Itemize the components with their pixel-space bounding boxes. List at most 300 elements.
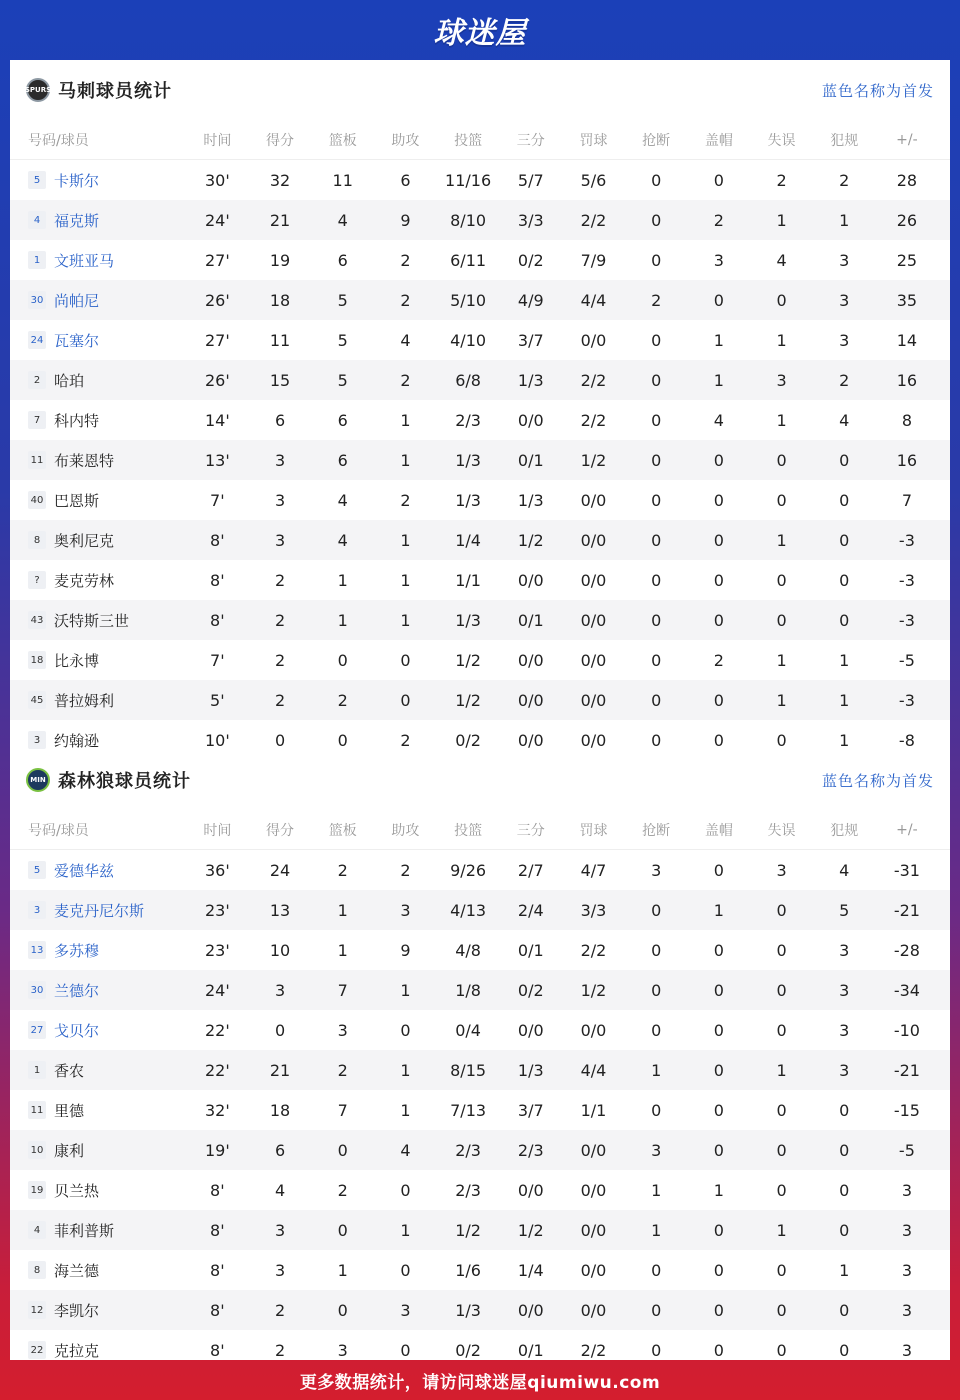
stat-cell: 0/0 xyxy=(580,490,607,510)
stat-cell: 2 xyxy=(839,370,850,390)
stat-cell: 0/0 xyxy=(580,610,607,630)
stat-cell: 1/3 xyxy=(455,1300,481,1320)
stats-panel xyxy=(10,60,950,1360)
stat-cell: 0 xyxy=(713,1260,724,1280)
stat-cell: 4 xyxy=(713,410,724,430)
stat-cell: 23' xyxy=(204,940,230,960)
stat-cell: 0 xyxy=(651,1020,662,1040)
player-cell xyxy=(10,940,186,961)
stat-cell: 3 xyxy=(901,1300,912,1320)
stat-cell: 2 xyxy=(400,490,411,510)
stat-cell: 16 xyxy=(896,370,918,390)
stat-cell: 14' xyxy=(204,410,230,430)
stat-cell: 0/4 xyxy=(455,1020,481,1040)
stat-cell: 2/3 xyxy=(517,1140,544,1160)
column-header: +/- xyxy=(896,821,918,838)
stat-cell: 4 xyxy=(400,1140,411,1160)
stat-cell: 0 xyxy=(651,940,662,960)
team-header xyxy=(10,60,950,120)
stat-cell: 0/0 xyxy=(517,410,544,430)
spurs-logo-icon: SPURS xyxy=(26,78,50,102)
player-row[interactable] xyxy=(10,400,950,440)
player-name[interactable]: 尚帕尼 xyxy=(54,291,100,310)
stat-cell: 7' xyxy=(210,650,225,670)
stat-cell: 2 xyxy=(713,650,724,670)
player-row[interactable] xyxy=(10,970,950,1010)
stat-cell: 0 xyxy=(776,570,787,590)
column-header: 得分 xyxy=(266,132,295,149)
stat-cell: 0 xyxy=(337,1300,348,1320)
stat-cell: 1 xyxy=(839,1260,850,1280)
footer-text: 更多数据统计，请访问球迷屋qiumiwu.com xyxy=(299,1372,661,1393)
stat-cell: 0 xyxy=(713,530,724,550)
stat-cell: 0/0 xyxy=(580,1020,607,1040)
stat-cell: 1 xyxy=(776,690,787,710)
stat-cell: 0 xyxy=(776,1180,787,1200)
stat-cell: 3 xyxy=(651,1140,662,1160)
stat-cell: 0/2 xyxy=(517,980,544,1000)
stat-cell: 0 xyxy=(651,250,662,270)
stat-cell: 4 xyxy=(839,860,850,880)
player-row[interactable] xyxy=(10,440,950,480)
stat-cell: 2 xyxy=(274,650,286,670)
stat-cell: 19' xyxy=(204,1140,230,1160)
stat-cell: 0/0 xyxy=(517,650,544,670)
stat-cell: 18 xyxy=(269,1100,291,1120)
stat-cell: 0 xyxy=(651,530,662,550)
site-logo: 球迷屋 xyxy=(433,16,527,51)
stat-cell: 1 xyxy=(400,530,411,550)
stat-cell: 2/2 xyxy=(580,1340,607,1360)
stat-cell: 0 xyxy=(839,1140,850,1160)
player-row[interactable] xyxy=(10,240,950,280)
jersey-number: 5 xyxy=(28,861,46,879)
stat-cell: 11 xyxy=(332,170,353,190)
stat-cell: 7 xyxy=(337,980,348,1000)
column-header: 三分 xyxy=(516,132,545,149)
jersey-number: 11 xyxy=(28,1101,46,1119)
stat-cell: 1 xyxy=(337,940,348,960)
stat-cell: 0 xyxy=(776,730,787,750)
jersey-number: 18 xyxy=(28,651,46,669)
stat-cell: 6 xyxy=(274,1140,286,1160)
stat-cell: 16 xyxy=(896,450,918,470)
stat-cell: 11/16 xyxy=(445,170,492,190)
column-header-player: 号码/球员 xyxy=(28,822,89,839)
stat-cell: 1/2 xyxy=(580,450,607,470)
stat-cell: 0 xyxy=(776,980,787,1000)
player-row[interactable] xyxy=(10,160,950,200)
column-header: 罚球 xyxy=(579,132,608,149)
stat-cell: 2/7 xyxy=(517,860,544,880)
jersey-number: 8 xyxy=(28,1261,46,1279)
player-row[interactable] xyxy=(10,280,950,320)
player-cell xyxy=(10,410,186,431)
stat-cell: 0 xyxy=(776,900,787,920)
column-header: 抢断 xyxy=(642,822,671,839)
stat-cell: 8/10 xyxy=(450,210,487,230)
player-name[interactable]: 科内特 xyxy=(54,411,100,430)
stat-cell: 4 xyxy=(337,530,348,550)
stat-cell: 0 xyxy=(651,370,662,390)
jersey-number: 3 xyxy=(28,901,46,919)
player-cell xyxy=(10,450,186,471)
player-name[interactable]: 海兰德 xyxy=(54,1261,100,1280)
stat-cell: 10' xyxy=(204,730,230,750)
stat-cell: 0 xyxy=(713,1100,724,1120)
player-row[interactable] xyxy=(10,200,950,240)
player-cell xyxy=(10,1180,186,1201)
stat-cell: 1 xyxy=(400,980,411,1000)
stat-cell: 14 xyxy=(896,330,918,350)
stat-cell: 3/3 xyxy=(517,210,544,230)
stat-cell: 0 xyxy=(776,1300,787,1320)
stat-cell: 1/1 xyxy=(580,1100,607,1120)
stat-cell: 0 xyxy=(651,410,662,430)
player-row[interactable] xyxy=(10,1210,950,1250)
player-name[interactable]: 卡斯尔 xyxy=(54,171,100,190)
stat-cell: 2 xyxy=(274,570,286,590)
stat-cell: 8 xyxy=(901,410,912,430)
stat-cell: 2 xyxy=(713,210,724,230)
stat-cell: 2 xyxy=(400,860,411,880)
jersey-number: 13 xyxy=(28,941,46,959)
stat-cell: 24 xyxy=(269,860,291,880)
stat-cell: 0/0 xyxy=(580,690,607,710)
stat-cell: 0 xyxy=(651,570,662,590)
player-cell xyxy=(10,530,186,551)
stat-cell: 1 xyxy=(713,1180,724,1200)
stat-cell: 32 xyxy=(269,170,291,190)
stat-cell: 0/0 xyxy=(517,690,544,710)
stat-cell: 1 xyxy=(400,570,411,590)
stat-cell: 1 xyxy=(776,650,787,670)
stat-cell: 23' xyxy=(204,900,230,920)
stat-cell: 0 xyxy=(713,940,724,960)
stat-cell: 10 xyxy=(269,940,291,960)
stat-cell: 1 xyxy=(776,410,787,430)
stat-cell: 1/2 xyxy=(517,530,544,550)
stat-cell: 7 xyxy=(337,1100,348,1120)
player-row[interactable] xyxy=(10,600,950,640)
stat-cell: 1 xyxy=(400,1100,411,1120)
stat-cell: 35 xyxy=(896,290,918,310)
stat-cell: 1 xyxy=(651,1220,662,1240)
stat-cell: 3 xyxy=(274,530,286,550)
stat-cell: 1 xyxy=(337,610,348,630)
player-cell xyxy=(10,980,186,1001)
stat-cell: 0/1 xyxy=(517,1340,544,1360)
stat-cell: 18 xyxy=(269,290,291,310)
stat-cell: 0 xyxy=(651,690,662,710)
team-title: 森林狼球员统计 xyxy=(58,771,191,792)
column-header: 失误 xyxy=(767,822,796,839)
player-name[interactable]: 巴恩斯 xyxy=(54,491,100,510)
stat-cell: 0 xyxy=(713,450,724,470)
player-name[interactable]: 布莱恩特 xyxy=(54,451,115,470)
player-row[interactable] xyxy=(10,1170,950,1210)
stat-cell: 1 xyxy=(776,330,787,350)
player-name[interactable]: 香农 xyxy=(54,1061,85,1080)
player-name[interactable]: 哈珀 xyxy=(54,371,85,390)
player-cell xyxy=(10,860,186,881)
stat-cell: 30' xyxy=(204,170,230,190)
stat-cell: 1/3 xyxy=(455,450,481,470)
team-title: 马刺球员统计 xyxy=(58,81,172,102)
stat-cell: 3 xyxy=(901,1340,912,1360)
stat-cell: 0/2 xyxy=(517,250,544,270)
jersey-number: ? xyxy=(28,571,46,589)
stat-cell: 1/6 xyxy=(455,1260,481,1280)
stat-cell: 0 xyxy=(776,290,787,310)
stat-cell: 32' xyxy=(204,1100,230,1120)
stat-cell: 0/1 xyxy=(517,940,544,960)
stat-cell: 3/7 xyxy=(517,1100,544,1120)
starter-note: 蓝色名称为首发 xyxy=(821,81,934,100)
stat-cell: 21 xyxy=(269,210,291,230)
stat-cell: 0 xyxy=(274,730,286,750)
jersey-number: 7 xyxy=(28,411,46,429)
stat-cell: 1/3 xyxy=(455,610,481,630)
player-name[interactable]: 沃特斯三世 xyxy=(54,611,130,630)
stat-cell: -8 xyxy=(898,730,915,750)
player-name[interactable]: 普拉姆利 xyxy=(54,691,115,710)
jersey-number: 10 xyxy=(28,1141,46,1159)
stat-cell: 0 xyxy=(651,1260,662,1280)
player-row[interactable] xyxy=(10,360,950,400)
stat-cell: 8' xyxy=(210,610,225,630)
stat-cell: 0 xyxy=(651,730,662,750)
player-row[interactable] xyxy=(10,1090,950,1130)
stat-cell: 5' xyxy=(210,690,225,710)
stat-cell: 0 xyxy=(776,610,787,630)
stat-cell: 4 xyxy=(400,330,411,350)
player-row[interactable] xyxy=(10,850,950,890)
stat-cell: 2 xyxy=(337,1180,348,1200)
starter-note: 蓝色名称为首发 xyxy=(821,771,934,790)
player-row[interactable] xyxy=(10,1250,950,1290)
stat-cell: 8' xyxy=(210,1340,225,1360)
player-cell xyxy=(10,170,186,191)
stat-cell: 0 xyxy=(776,1100,787,1120)
column-header: 抢断 xyxy=(642,132,671,149)
stat-cell: 0/0 xyxy=(517,570,544,590)
stat-cell: 4 xyxy=(839,410,850,430)
stat-cell: 2/3 xyxy=(455,1180,481,1200)
player-row[interactable] xyxy=(10,1290,950,1330)
stat-cell: 1 xyxy=(839,210,850,230)
stat-cell: 0 xyxy=(651,450,662,470)
stat-cell: 0/0 xyxy=(580,530,607,550)
player-name[interactable]: 奥利尼克 xyxy=(54,531,115,550)
player-row[interactable] xyxy=(10,1130,950,1170)
stat-cell: 2/3 xyxy=(455,1140,481,1160)
column-header: 三分 xyxy=(516,822,545,839)
jersey-number: 11 xyxy=(28,451,46,469)
stat-cell: 0 xyxy=(839,1180,850,1200)
column-header: 投篮 xyxy=(454,822,483,839)
player-name[interactable]: 福克斯 xyxy=(54,211,100,230)
stat-cell: 3 xyxy=(651,860,662,880)
stat-cell: 4 xyxy=(337,210,348,230)
stat-cell: 1 xyxy=(400,410,411,430)
stat-cell: 0/0 xyxy=(580,730,607,750)
stat-cell: 1 xyxy=(651,1180,662,1200)
stat-cell: 0 xyxy=(839,570,850,590)
column-header: 罚球 xyxy=(579,822,608,839)
player-name[interactable]: 克拉克 xyxy=(54,1341,100,1360)
player-row[interactable] xyxy=(10,1010,950,1050)
stat-cell: 26 xyxy=(896,210,918,230)
player-row[interactable] xyxy=(10,520,950,560)
stat-cell: 0 xyxy=(839,1220,850,1240)
stat-cell: 0/0 xyxy=(517,1020,544,1040)
stat-cell: 6 xyxy=(337,410,348,430)
player-name[interactable]: 瓦塞尔 xyxy=(54,331,100,350)
player-name[interactable]: 比永博 xyxy=(54,651,100,670)
player-name[interactable]: 麦克劳林 xyxy=(54,571,115,590)
jersey-number: 3 xyxy=(28,731,46,749)
stat-cell: 13 xyxy=(269,900,291,920)
player-row[interactable] xyxy=(10,640,950,680)
stat-cell: -28 xyxy=(893,940,920,960)
player-name[interactable]: 戈贝尔 xyxy=(54,1021,100,1040)
stat-cell: 2/2 xyxy=(580,410,607,430)
stat-cell: 0 xyxy=(713,170,724,190)
stat-cell: 3 xyxy=(901,1260,912,1280)
player-cell xyxy=(10,1020,186,1041)
stat-cell: 3/3 xyxy=(580,900,607,920)
player-name[interactable]: 贝兰热 xyxy=(54,1181,100,1200)
stat-cell: 4 xyxy=(337,490,348,510)
stat-cell: 5/10 xyxy=(450,290,487,310)
stat-cell: 0/0 xyxy=(580,1220,607,1240)
stat-cell: 2 xyxy=(400,730,411,750)
stat-cell: 3 xyxy=(839,980,850,1000)
stat-cell: 26' xyxy=(204,290,230,310)
jersey-number: 8 xyxy=(28,531,46,549)
stat-cell: -3 xyxy=(898,570,915,590)
stat-cell: -21 xyxy=(893,1060,920,1080)
player-row[interactable] xyxy=(10,930,950,970)
stat-cell: 2 xyxy=(274,610,286,630)
player-cell xyxy=(10,1260,186,1281)
stat-cell: 0/2 xyxy=(455,1340,481,1360)
stat-cell: 5 xyxy=(337,330,348,350)
stat-cell: 3 xyxy=(839,1060,850,1080)
player-row[interactable] xyxy=(10,1050,950,1090)
stat-cell: 0 xyxy=(651,980,662,1000)
player-row[interactable] xyxy=(10,680,950,720)
stat-cell: 1 xyxy=(839,650,850,670)
stat-cell: 3 xyxy=(274,450,286,470)
stat-cell: 1 xyxy=(400,450,411,470)
player-cell xyxy=(10,730,186,751)
stat-cell: 3 xyxy=(901,1220,912,1240)
player-row[interactable] xyxy=(10,560,950,600)
site-header xyxy=(0,0,960,60)
stat-cell: 3 xyxy=(337,1020,348,1040)
player-name[interactable]: 兰德尔 xyxy=(54,981,100,1000)
stat-cell: 0 xyxy=(651,610,662,630)
jersey-number: 19 xyxy=(28,1181,46,1199)
player-name[interactable]: 多苏穆 xyxy=(54,941,100,960)
stat-cell: 1 xyxy=(337,570,348,590)
player-name[interactable]: 麦克丹尼尔斯 xyxy=(54,901,145,920)
stat-cell: 0 xyxy=(337,650,348,670)
player-row[interactable] xyxy=(10,890,950,930)
stat-cell: 2 xyxy=(274,1300,286,1320)
player-row[interactable] xyxy=(10,320,950,360)
stat-cell: 1/8 xyxy=(455,980,481,1000)
stat-cell: 6 xyxy=(274,410,286,430)
stat-cell: 3 xyxy=(274,1260,286,1280)
player-rows xyxy=(10,850,950,1370)
stat-cell: 3/7 xyxy=(517,330,544,350)
jersey-number: 4 xyxy=(28,211,46,229)
stat-cell: 2/2 xyxy=(580,370,607,390)
stat-cell: 2 xyxy=(400,250,411,270)
player-name[interactable]: 李凯尔 xyxy=(54,1301,100,1320)
stat-cell: 1/3 xyxy=(517,370,544,390)
stat-cell: 5/7 xyxy=(517,170,544,190)
stat-cell: 1/2 xyxy=(455,650,481,670)
player-name[interactable]: 康利 xyxy=(54,1141,85,1160)
stat-cell: 1/1 xyxy=(455,570,481,590)
stat-cell: 26' xyxy=(204,370,230,390)
column-header: 助攻 xyxy=(391,132,420,149)
stat-cell: 1/3 xyxy=(455,490,481,510)
player-name[interactable]: 文班亚马 xyxy=(54,251,115,270)
stat-cell: 5 xyxy=(337,290,348,310)
stat-cell: 7/9 xyxy=(580,250,607,270)
stat-cell: 1/4 xyxy=(517,1260,544,1280)
jersey-number: 27 xyxy=(28,1021,46,1039)
stat-cell: 3 xyxy=(274,980,286,1000)
stat-cell: 0 xyxy=(274,1020,286,1040)
stat-cell: 0/2 xyxy=(455,730,481,750)
player-row[interactable] xyxy=(10,480,950,520)
stat-cell: 9 xyxy=(400,940,411,960)
stat-cell: 4/7 xyxy=(580,860,607,880)
stat-cell: -3 xyxy=(898,690,915,710)
player-name[interactable]: 菲利普斯 xyxy=(54,1221,115,1240)
stat-cell: 9 xyxy=(400,210,411,230)
stat-cell: 2 xyxy=(651,290,662,310)
stat-cell: -31 xyxy=(893,860,920,880)
stat-cell: 0/0 xyxy=(517,730,544,750)
column-header: 盖帽 xyxy=(704,822,733,839)
stat-cell: 0 xyxy=(651,170,662,190)
stat-cell: 0 xyxy=(713,1020,724,1040)
player-name[interactable]: 里德 xyxy=(54,1101,85,1120)
stat-cell: 3 xyxy=(839,250,850,270)
stat-cell: 0 xyxy=(337,1140,348,1160)
stat-cell: 1 xyxy=(400,1220,411,1240)
stat-cell: 9/26 xyxy=(450,860,487,880)
player-name[interactable]: 约翰逊 xyxy=(54,731,100,750)
stat-cell: -34 xyxy=(893,980,920,1000)
stat-cell: 2 xyxy=(400,370,411,390)
column-header: 篮板 xyxy=(328,822,357,839)
stat-cell: 5 xyxy=(337,370,348,390)
jersey-number: 24 xyxy=(28,331,46,349)
stat-cell: 0 xyxy=(839,610,850,630)
stat-cell: -5 xyxy=(898,650,915,670)
team-section xyxy=(10,60,950,760)
player-cell xyxy=(10,370,186,391)
player-name[interactable]: 爱德华兹 xyxy=(54,861,115,880)
